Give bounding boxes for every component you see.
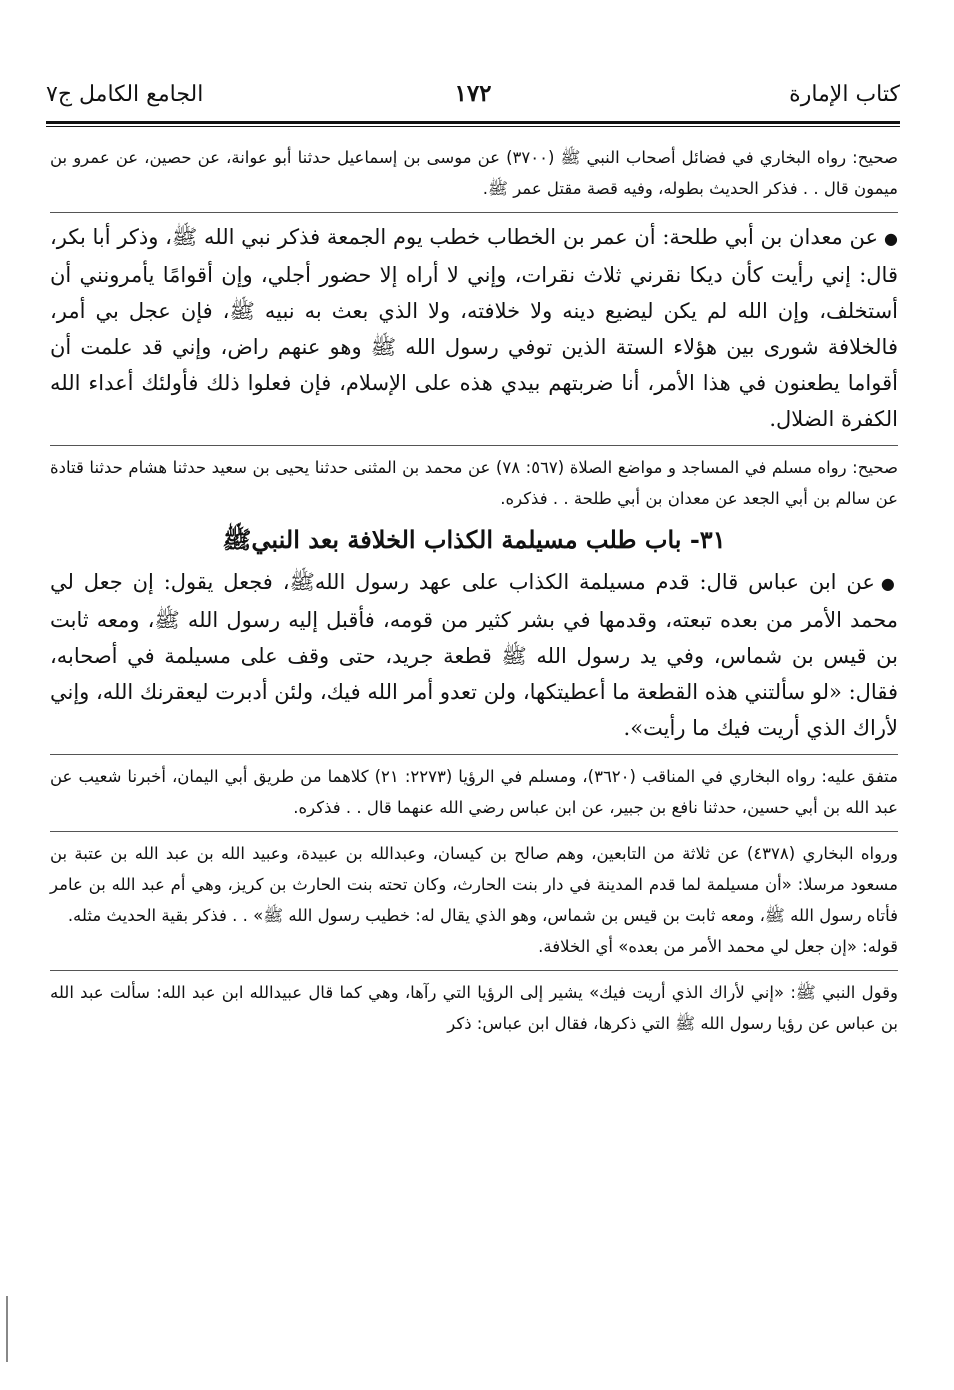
takhrij-note: صحيح: رواه البخاري في فضائل أصحاب النبي ﷺ (٣٧٠٠) عن موسى بن إسماعيل حدثنا أبو عوانة، عن حصين، عن عمرو بن ميمون قال . . فذكر الحديث بطوله، وفيه قصة مقتل عمر ﷺ. bbox=[50, 148, 898, 198]
separator bbox=[50, 754, 898, 755]
separator bbox=[50, 212, 898, 213]
header-rule bbox=[46, 121, 900, 124]
page-number: ١٧٢ bbox=[454, 80, 492, 107]
bullet-icon: ● bbox=[883, 229, 898, 248]
header-rule-thin bbox=[46, 126, 900, 127]
bullet-icon: ● bbox=[880, 574, 898, 593]
scan-margin-mark bbox=[6, 1296, 8, 1362]
separator bbox=[50, 445, 898, 446]
commentary-note: وقول النبي ﷺ: «إني لأراك الذي أريت فيك» يشير إلى الرؤيا التي رآها، وهي كما قال عبيدالله ابن عبد الله: سألت عبد الله بن عباس عن رؤيا رسول الله ﷺ التي ذكرها، فقال ابن عباس: ذكر bbox=[50, 983, 898, 1033]
book-title: الجامع الكامل ج٧ bbox=[46, 82, 204, 107]
separator bbox=[50, 831, 898, 832]
hadith-text bbox=[50, 564, 898, 746]
section-heading: ٣١- باب طلب مسيلمة الكذاب الخلافة بعد النبيﷺ bbox=[222, 525, 726, 554]
takhrij-note: صحيح: رواه مسلم في المساجد و مواضع الصلاة (٥٦٧: ٧٨) عن محمد بن المثنى حدثنا يحيى بن سعيد حدثنا هشام حدثنا قتادة عن سالم بن أبي الجعد عن معدان بن أبي طلحة . . فذكره. bbox=[50, 458, 898, 508]
takhrij-note: متفق عليه: رواه البخاري في المناقب (٣٦٢٠)، ومسلم في الرؤيا (٢٢٧٣: ٢١) كلاهما من طريق أبي اليمان، أخبرنا شعيب عن عبد الله بن أبي حسين، حدثنا نافع بن جبير، عن ابن عباس رضي الله عنهما قال . . فذكره. bbox=[50, 767, 898, 817]
page-header bbox=[46, 76, 900, 116]
hadith-text bbox=[50, 219, 898, 437]
chapter-title: كتاب الإمارة bbox=[789, 82, 900, 107]
separator bbox=[50, 970, 898, 971]
commentary-note: ورواه البخاري (٤٣٧٨) عن ثلاثة من التابعين، وهم صالح بن كيسان، وعبدالله بن عبيدة، وعبيد الله بن عبد الله بن عتبة بن مسعود مرسلا: «أن مسيلمة لما قدم المدينة في دار بنت الحارث، وكان تحته بنت الحارث بن كريز، وهي أم عبد الله بن عامر فأتاه رسول الله ﷺ، ومعه ثابت بن قيس بن شماس، وهو الذي يقال له: خطيب رسول الله ﷺ» . . فذكر بقية الحديث مثله. bbox=[50, 844, 898, 925]
commentary-note: قوله: «إن جعل لي محمد الأمر من بعده» أي الخلافة. bbox=[538, 937, 898, 956]
hadith-body: عن معدان بن أبي طلحة: أن عمر بن الخطاب خطب يوم الجمعة فذكر نبي الله ﷺ، وذكر أبا بكر، قال: إني رأيت كأن ديكا نقرني ثلاث نقرات، وإني لا أراه إلا حضور أجلي، وإن أقوامًا يأمرونني أن أستخلف، وإن الله لم يكن ليضيع دينه ولا خلافته، ولا الذي بعث به نبيه ﷺ، فإن عجل بي أمر، فالخلافة شورى بين هؤلاء الستة الذين توفي رسول الله ﷺ وهو عنهم راض، وإني قد علمت أن أقواما يطعنون في هذا الأمر، أنا ضربتهم بيدي هذه على الإسلام، فإن فعلوا ذلك فأولئك أعداء الله الكفرة الضلال. bbox=[50, 225, 898, 431]
hadith-body: عن ابن عباس قال: قدم مسيلمة الكذاب على عهد رسول اللهﷺ، فجعل يقول: إن جعل لي محمد الأمر من بعده تبعته، وقدمها في بشر كثير من قومه، فأقبل إليه رسول الله ﷺ، ومعه ثابت بن قيس بن شماس، وفي يد رسول الله ﷺ قطعة جريد، حتى وقف على مسيلمة في أصحابه، فقال: «لو سألتني هذه القطعة ما أعطيتكها، ولن تعدو أمر الله فيك، ولئن أدبرت ليعقرنك الله، وإني لأراك الذي أريت فيك ما رأيت». bbox=[50, 570, 898, 740]
page-content bbox=[50, 142, 898, 1039]
